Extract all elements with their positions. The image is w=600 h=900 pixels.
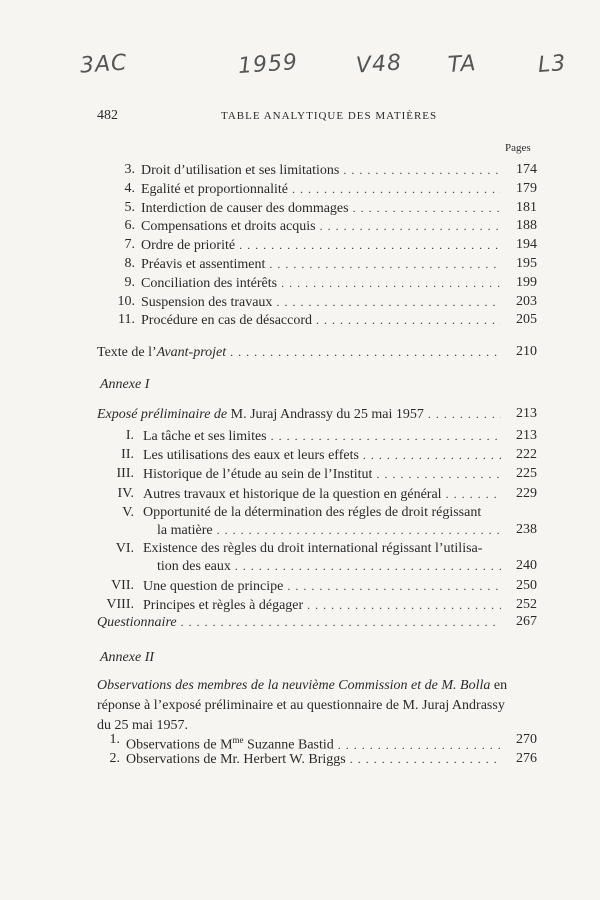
toc-entry-avant-projet bbox=[0, 342, 600, 362]
entry-number: 8. bbox=[124, 256, 135, 271]
toc-entry bbox=[0, 556, 600, 576]
dot-leader bbox=[320, 216, 501, 236]
dot-leader bbox=[239, 235, 501, 255]
handnote-3: V48 bbox=[355, 50, 403, 79]
entry-title: Exposé préliminaire de M. Juraj Andrassy du 25 mai 1957 bbox=[97, 407, 424, 422]
entry-page: 199 bbox=[516, 274, 537, 290]
dot-leader bbox=[281, 273, 501, 293]
entry-leader bbox=[141, 292, 501, 312]
handnote-1: 3AC bbox=[79, 50, 129, 79]
entry-page: 188 bbox=[516, 218, 537, 234]
dot-leader bbox=[230, 342, 501, 362]
entry-leader bbox=[143, 426, 501, 446]
entry-leader bbox=[143, 576, 501, 596]
entry-page: 270 bbox=[516, 732, 537, 747]
entry-leader bbox=[126, 730, 501, 750]
toc-entry bbox=[0, 292, 600, 312]
toc-entry bbox=[0, 749, 600, 769]
entry-page: 179 bbox=[516, 180, 537, 196]
annexe-1-title: Annexe I bbox=[100, 377, 150, 392]
entry-title: Suspension des travaux bbox=[141, 294, 273, 310]
toc-entry bbox=[0, 426, 600, 446]
dot-leader bbox=[428, 404, 501, 424]
entry-leader bbox=[141, 310, 501, 330]
dot-leader bbox=[316, 310, 501, 330]
entry-page: 210 bbox=[516, 344, 537, 359]
dot-leader bbox=[350, 749, 501, 769]
handnote-4: TA bbox=[447, 51, 478, 78]
entry-page: 252 bbox=[516, 597, 537, 612]
annexe-2-paragraph: Observations des membres de la neuvième Commission et de M. Bolla en réponse à l’exposé préliminaire et au questionnaire de M. Juraj Andrassy du 25 mai 1957. bbox=[97, 678, 508, 733]
page-header bbox=[97, 108, 517, 128]
dot-leader bbox=[217, 520, 501, 540]
entry-title: Autres travaux et historique de la question en général bbox=[143, 486, 442, 502]
entry-page: 225 bbox=[516, 466, 537, 482]
entry-number: 5. bbox=[124, 199, 135, 215]
entry-page: 195 bbox=[516, 256, 537, 271]
annexe-2-title: Annexe II bbox=[100, 650, 155, 665]
entry-title: Ordre de priorité bbox=[141, 238, 236, 254]
entry-leader bbox=[141, 198, 501, 218]
entry-number: VIII. bbox=[106, 597, 134, 612]
entry-number: 2. bbox=[109, 751, 120, 766]
entry-leader bbox=[141, 235, 501, 255]
entry-leader bbox=[157, 556, 501, 576]
entry-page: 194 bbox=[516, 237, 537, 253]
entry-number: 6. bbox=[124, 218, 135, 234]
entry-title: Conciliation des intérêts bbox=[141, 275, 278, 291]
entry-title: Texte de l’Avant-projet bbox=[97, 345, 227, 360]
toc-entry bbox=[0, 179, 600, 199]
dot-leader bbox=[235, 556, 501, 576]
page-number: 482 bbox=[97, 108, 118, 123]
entry-title: Préavis et assentiment bbox=[141, 257, 266, 272]
entry-number: 10. bbox=[117, 293, 135, 309]
entry-leader bbox=[126, 749, 501, 769]
toc-entry bbox=[0, 235, 600, 255]
entry-title: Procédure en cas de désaccord bbox=[141, 313, 313, 329]
toc-entry bbox=[0, 520, 600, 540]
entry-leader bbox=[143, 484, 501, 504]
entry-title: Observations de $M^{me}$ Suzanne Bastid bbox=[126, 735, 334, 750]
toc-entry bbox=[0, 445, 600, 465]
entry-number: 9. bbox=[124, 274, 135, 290]
entry-page: 181 bbox=[516, 199, 537, 215]
entry-title: Historique de l’étude au sein de l’Institut bbox=[143, 467, 373, 483]
toc-entry bbox=[0, 576, 600, 596]
entry-title: tion des eaux bbox=[157, 559, 231, 575]
entry-number: 4. bbox=[124, 180, 135, 196]
dot-leader bbox=[271, 426, 501, 446]
entry-title: Compensations et droits acquis bbox=[141, 219, 316, 235]
entry-page: 238 bbox=[516, 521, 537, 537]
toc-entry bbox=[0, 198, 600, 218]
entry-number: I. bbox=[125, 428, 134, 443]
entry-leader bbox=[143, 464, 501, 484]
toc-entry bbox=[0, 273, 600, 293]
dot-leader bbox=[292, 179, 501, 199]
entry-leader bbox=[141, 216, 501, 236]
entry-title: la matière bbox=[157, 522, 213, 538]
entry-title: Droit d’utilisation et ses limitations bbox=[141, 163, 340, 178]
entry-page: 203 bbox=[516, 293, 537, 309]
entry-number: IV. bbox=[117, 485, 134, 501]
entry-page: 267 bbox=[516, 614, 537, 629]
entry-leader bbox=[141, 179, 501, 199]
toc-entry bbox=[0, 464, 600, 484]
handnote-5: L3 bbox=[537, 51, 568, 78]
entry-title: Observations de Mr. Herbert W. Briggs bbox=[126, 752, 346, 767]
entry-title: La tâche et ses limites bbox=[143, 429, 267, 444]
dot-leader bbox=[376, 464, 501, 484]
entry-leader bbox=[141, 254, 501, 274]
entry-page: 205 bbox=[516, 312, 537, 328]
entry-page: 276 bbox=[516, 751, 537, 766]
entry-leader bbox=[157, 520, 501, 540]
running-title: TABLE ANALYTIQUE DES MATIÈRES bbox=[221, 110, 438, 122]
dot-leader bbox=[276, 292, 501, 312]
entry-number: 11. bbox=[118, 312, 135, 328]
entry-number: II. bbox=[121, 447, 134, 463]
dot-leader bbox=[343, 160, 501, 180]
entry-page: 240 bbox=[516, 558, 537, 574]
entry-title: Les utilisations des eaux et leurs effets bbox=[143, 448, 359, 464]
toc-entry-expose bbox=[0, 404, 600, 424]
entry-leader bbox=[141, 160, 501, 180]
entry-page: 250 bbox=[516, 577, 537, 593]
entry-page: 222 bbox=[516, 447, 537, 463]
entry-leader bbox=[97, 404, 501, 424]
entry-leader bbox=[143, 445, 501, 465]
entry-leader bbox=[97, 612, 501, 632]
toc-entry bbox=[0, 310, 600, 330]
entry-number: 1. bbox=[109, 732, 120, 747]
entry-leader bbox=[141, 273, 501, 293]
toc-entry bbox=[0, 254, 600, 274]
dot-leader bbox=[338, 735, 501, 750]
dot-leader bbox=[181, 612, 501, 632]
toc-entry bbox=[0, 484, 600, 504]
entry-leader bbox=[97, 342, 501, 362]
toc-entry bbox=[0, 216, 600, 236]
dot-leader bbox=[269, 254, 501, 274]
entry-number: VI. bbox=[115, 541, 134, 557]
entry-number: VII. bbox=[111, 577, 134, 593]
entry-number: V. bbox=[122, 504, 134, 520]
entry-title: Interdiction de causer des dommages bbox=[141, 200, 349, 216]
dot-leader bbox=[353, 198, 501, 218]
handwritten-annotations bbox=[0, 49, 600, 92]
entry-title-line: Opportunité de la détermination des régles de droit régissant bbox=[143, 504, 482, 520]
handnote-2: 1959 bbox=[237, 49, 299, 80]
entry-title: Questionnaire bbox=[97, 615, 177, 630]
toc-entry bbox=[0, 730, 600, 750]
entry-page: 229 bbox=[516, 485, 537, 501]
pages-column-label: Pages bbox=[505, 142, 531, 154]
entry-title-line: Existence des règles du droit international régissant l’utilisa- bbox=[143, 541, 483, 557]
entry-title: Egalité et proportionnalité bbox=[141, 181, 288, 197]
entry-page: 174 bbox=[516, 162, 537, 177]
toc-entry-questionnaire bbox=[0, 612, 600, 632]
entry-page: 213 bbox=[516, 406, 537, 421]
entry-number: 7. bbox=[124, 237, 135, 253]
toc-entry bbox=[0, 160, 600, 180]
entry-title: Une question de principe bbox=[143, 578, 284, 594]
entry-title: Principes et règles à dégager bbox=[143, 598, 304, 613]
entry-number: 3. bbox=[124, 162, 135, 177]
dot-leader bbox=[446, 484, 501, 504]
entry-page: 213 bbox=[516, 428, 537, 443]
dot-leader bbox=[363, 445, 501, 465]
dot-leader bbox=[287, 576, 501, 596]
entry-number: III. bbox=[116, 466, 134, 482]
